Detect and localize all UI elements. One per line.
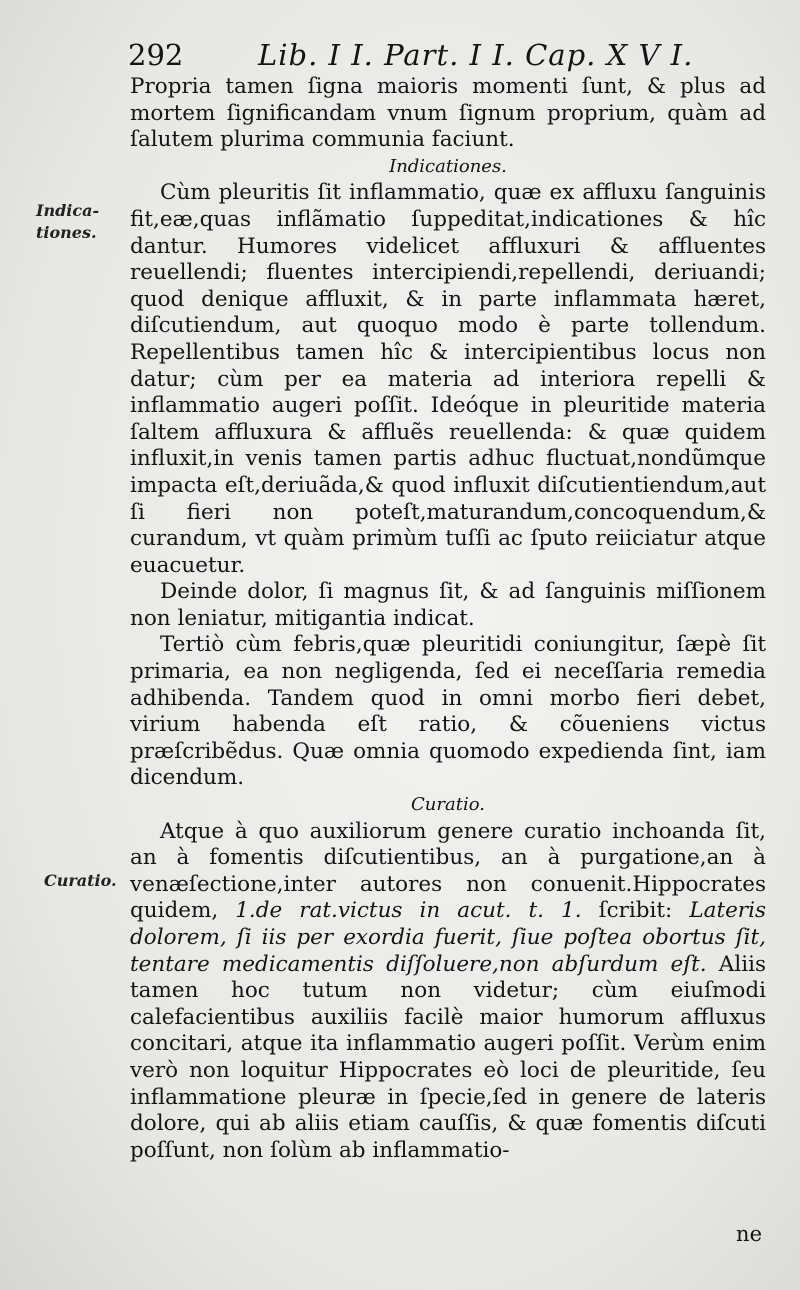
paragraph-5 [130,819,766,1165]
heading-indicationes: Indicationes. [389,155,507,177]
catchword: ne [736,1222,762,1246]
paragraph-3: Deinde dolor, ſi magnus ſit, & ad ſanguinis miſſionem non leniatur, mitigantia indicat. [130,579,766,631]
running-title: Lib. I I. Part. I I. Cap. X V I. [258,38,694,72]
margin-note-indicationes [36,200,99,244]
p5-text-b: ſcribit: [581,898,690,924]
paragraph-4: Tertiò cùm febris,quæ pleuritidi coniungitur, ſæpè ſit primaria, ea non negligenda, ſed ei neceſſaria remedia adhibenda. Tandem quod in omni morbo fieri debet, virium habenda eſt ratio, & cõueniens victus præſcribẽdus. Quæ omnia quomodo expedienda ſint, iam dicendum. [130,632,766,791]
p5-reference: 1.de rat.victus in acut. t. 1. [235,898,582,924]
margin-note-line: tiones. [36,223,97,242]
heading-curatio: Curatio. [411,794,485,816]
page-number: 292 [128,38,184,72]
page-header [128,36,768,76]
margin-note-curatio: Curatio. [44,871,117,890]
margin-note-line: Indica- [36,201,100,220]
p5-quotation: Lateris dolorem, ſi iis per exordia fuerit, ſiue poſtea obortus ſit, tentare medicamentis diſſoluere,non abſurdum eſt. [130,898,766,977]
main-text [130,74,766,1164]
p5-text-c: Aliis tamen hoc tutum non videtur; cùm eiuſmodi calefacientibus auxiliis facilè maior humorum affluxus concitari, atque ita inflammatio augeri poſſit. Verùm enim verò non loquitur Hippocrates eò loci de pleuritide, ſeu inflammatione pleuræ in ſpecie,ſed in genere de lateris dolore, qui ab aliis etiam cauſſis, & quæ fomentis diſcuti poſſunt, non ſolùm ab inflammatio- [130,951,767,1163]
p5-text-a: Atque à quo auxiliorum genere curatio inchoanda ſit, an à fomentis diſcutientibus, an à purgatione,an à venæſectione,inter autores non conuenit.Hippocrates quidem, [130,818,766,924]
paragraph-1: Propria tamen ſigna maioris momenti ſunt, & plus ad mortem ſignificandam vnum ſignum proprium, quàm ad ſalutem plurima communia faciunt. [130,74,766,153]
paragraph-2: Cùm pleuritis ſit inflammatio, quæ ex affluxu ſanguinis fit,eæ,quas inflãmatio ſuppeditat,indicationes & hîc dantur. Humores videlicet affluxuri & affluentes reuellendi; fluentes intercipiendi,repellendi, deriuandi; quod denique affluxit, & in parte inflammata hæret, diſcutiendum, aut quoquo modo è parte tollendum. Repellentibus tamen hîc & intercipientibus locus non datur; cùm per ea materia ad interiora repelli & inflammatio augeri poſſit. Ideóque in pleuritide materia ſaltem affluxura & affluẽs reuellenda: & quæ quidem influxit,in venis tamen partis adhuc fluctuat,nondũmque impacta eſt,deriuãda,& quod influxit diſcutientiendum,aut ſi fieri non poteſt,maturandum,concoquendum,& curandum, vt quàm primùm tuſſi ac ſputo reiiciatur atque euacuetur. [130,180,766,578]
